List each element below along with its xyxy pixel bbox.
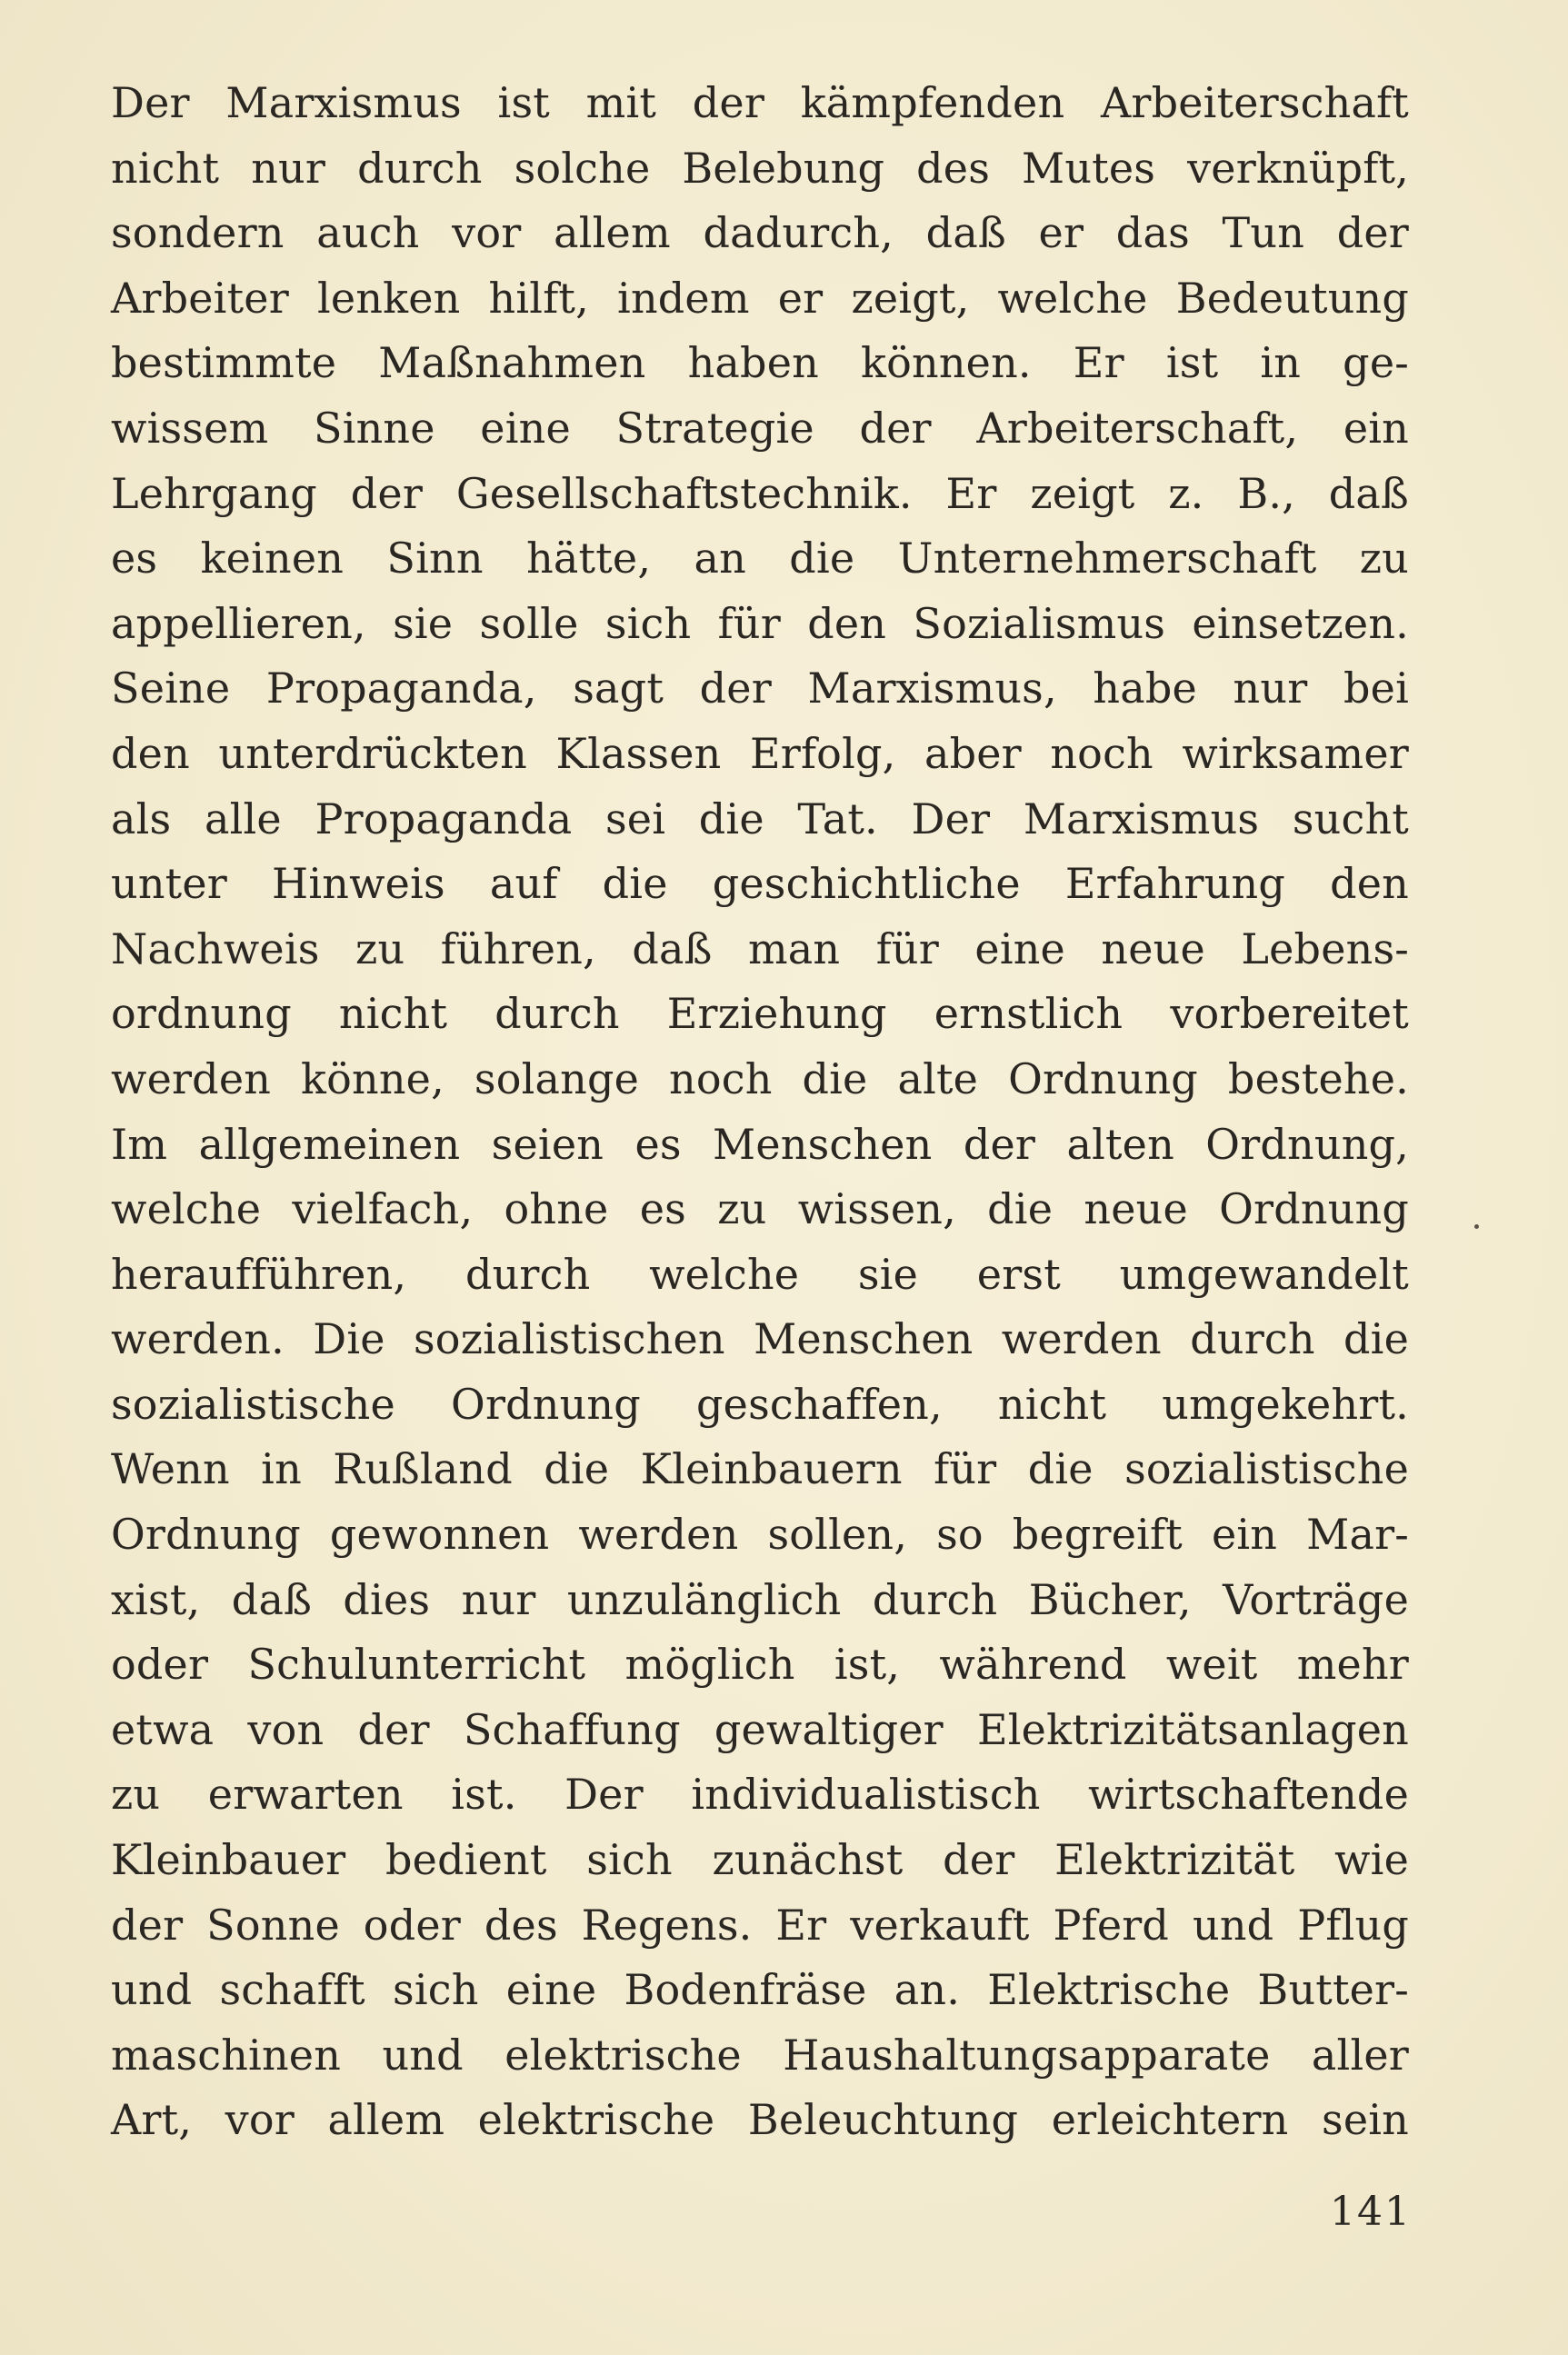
body-text (111, 71, 1409, 2153)
text-line: Wenn in Rußland die Kleinbauern für die sozialistische (111, 1444, 1409, 1494)
text-line: maschinen und elektrische Haushaltungsapparate aller (111, 2030, 1409, 2080)
text-line: heraufführen, durch welche sie erst umgewandelt (111, 1249, 1409, 1299)
text-line: Nachweis zu führen, daß man für eine neue Lebens- (111, 923, 1409, 973)
ink-speck (1474, 1224, 1479, 1229)
text-line: ordnung nicht durch Erziehung ernstlich vorbereitet (111, 989, 1409, 1039)
text-line: Der Marxismus ist mit der kämpfenden Arbeiterschaft (111, 78, 1409, 127)
page-number: 141 (1330, 2189, 1412, 2235)
text-line: Art, vor allem elektrische Beleuchtung erleichtern sein (111, 2095, 1409, 2145)
text-line: werden könne, solange noch die alte Ordnung bestehe. (111, 1053, 1409, 1103)
text-line: oder Schulunterricht möglich ist, während weit mehr (111, 1640, 1409, 1690)
text-line: appellieren, sie solle sich für den Sozialismus einsetzen. (111, 598, 1409, 648)
text-line: sozialistische Ordnung geschaffen, nicht umgekehrt. (111, 1379, 1409, 1429)
text-line: bestimmte Maßnahmen haben können. Er ist in ge- (111, 338, 1409, 388)
text-line: sondern auch vor allem dadurch, daß er das Tun der (111, 208, 1409, 258)
text-line: Ordnung gewonnen werden sollen, so begreift ein Mar- (111, 1510, 1409, 1560)
text-line: werden. Die sozialistischen Menschen werden durch die (111, 1314, 1409, 1364)
text-line: unter Hinweis auf die geschichtliche Erfahrung den (111, 859, 1409, 909)
text-line: der Sonne oder des Regens. Er verkauft Pferd und Pflug (111, 1900, 1409, 1950)
text-line: den unterdrückten Klassen Erfolg, aber noch wirksamer (111, 728, 1409, 778)
text-line: xist, daß dies nur unzulänglich durch Bücher, Vorträge (111, 1574, 1409, 1624)
text-line: zu erwarten ist. Der individualistisch wirtschaftende (111, 1770, 1409, 1820)
text-line: Im allgemeinen seien es Menschen der alten Ordnung, (111, 1119, 1409, 1169)
text-line: Lehrgang der Gesellschaftstechnik. Er zeigt z. B., daß (111, 468, 1409, 518)
text-line: Seine Propaganda, sagt der Marxismus, habe nur bei (111, 664, 1409, 713)
text-line: und schafft sich eine Bodenfräse an. Elektrische Butter- (111, 1965, 1409, 2015)
text-line: es keinen Sinn hätte, an die Unternehmerschaft zu (111, 534, 1409, 584)
text-line: nicht nur durch solche Belebung des Mutes verknüpft, (111, 143, 1409, 193)
text-line: welche vielfach, ohne es zu wissen, die neue Ordnung (111, 1184, 1409, 1234)
text-line: Arbeiter lenken hilft, indem er zeigt, welche Bedeutung (111, 273, 1409, 323)
text-line: als alle Propaganda sei die Tat. Der Marxismus sucht (111, 793, 1409, 843)
text-line: Kleinbauer bedient sich zunächst der Elektrizität wie (111, 1835, 1409, 1885)
text-line: wissem Sinne eine Strategie der Arbeiterschaft, ein (111, 403, 1409, 453)
text-line: etwa von der Schaffung gewaltiger Elektrizitätsanlagen (111, 1704, 1409, 1754)
